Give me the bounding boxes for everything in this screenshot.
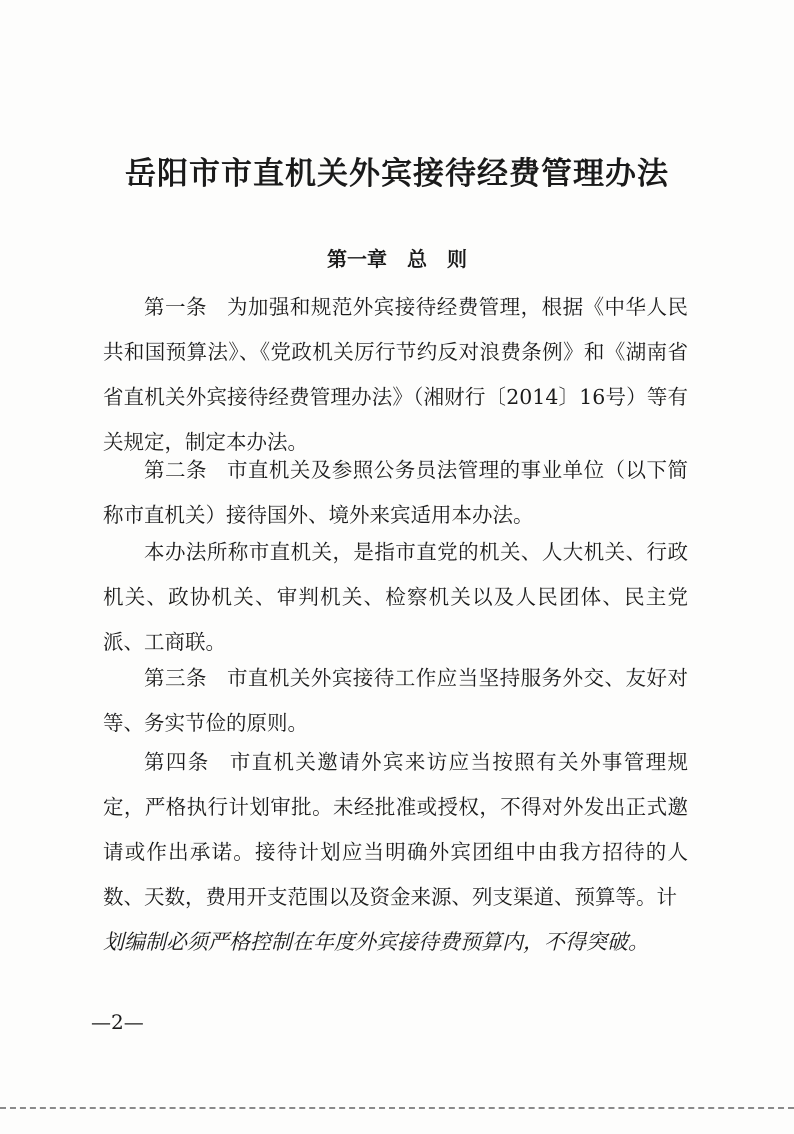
chapter-heading: 第一章 总 则 xyxy=(327,247,467,271)
article-2-paragraph-2 xyxy=(103,530,688,665)
document-title: 岳阳市市直机关外宾接待经费管理办法 xyxy=(125,156,669,192)
article-2-paragraph-2-text: 本办法所称市直机关，是指市直党的机关、人大机关、行政机关、政协机关、审判机关、检察机关以及人民团体、民主党派、工商联。 xyxy=(103,540,688,654)
article-4 xyxy=(103,740,688,965)
article-2 xyxy=(103,448,688,538)
article-3-label: 第三条 xyxy=(144,666,207,690)
article-3-text: 市直机关外宾接待工作应当坚持服务外交、友好对等、务实节俭的原则。 xyxy=(103,666,688,735)
article-2-text: 市直机关及参照公务员法管理的事业单位（以下简称市直机关）接待国外、境外来宾适用本办法。 xyxy=(103,458,688,527)
article-2-label: 第二条 xyxy=(144,458,207,482)
article-1-text: 为加强和规范外宾接待经费管理，根据《中华人民共和国预算法》、《党政机关厉行节约反对浪费条例》和《湖南省省直机关外宾接待经费管理办法》（湘财行〔2014〕16号）等有关规定，制定本办法。 xyxy=(103,295,688,454)
article-4-label: 第四条 xyxy=(144,750,210,774)
article-1-label: 第一条 xyxy=(144,295,207,319)
page-bottom-edge xyxy=(0,1107,794,1109)
article-1 xyxy=(103,285,688,465)
page-number: —2— xyxy=(91,1010,144,1034)
article-3 xyxy=(103,656,688,746)
article-4-text: 市直机关邀请外宾来访应当按照有关外事管理规定，严格执行计划审批。未经批准或授权，不得对外发出正式邀请或作出承诺。接待计划应当明确外宾团组中由我方招待的人数、天数，费用开支范围以及资金来源、列支渠道、预算等。计 xyxy=(103,750,689,909)
article-4-continuation: 划编制必须严格控制在年度外宾接待费预算内，不得突破。 xyxy=(103,930,649,954)
